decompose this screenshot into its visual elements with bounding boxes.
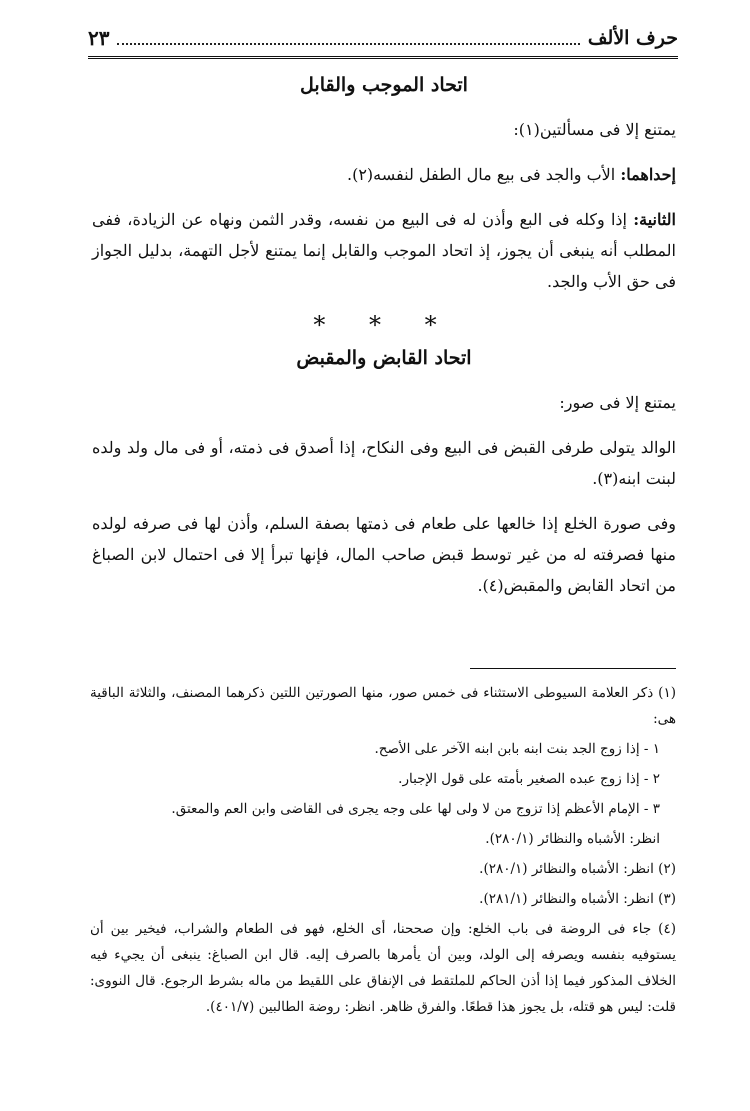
footnote-2: (٢) انظر: الأشباه والنظائر (٢٨٠/١). bbox=[479, 861, 676, 877]
header-title: حرف الألف bbox=[587, 27, 678, 49]
footnote-divider bbox=[470, 668, 676, 669]
second-text: إذا وكله فى البع وأذن له فى البيع من نفسه، وقدر الثمن ونهاه عن الزيادة، ففى المطلب أنه ينبغى أن يجوز، إذ اتحاد الموجب والقابل إنما يمتنع لأجل التهمة، بدليل الجواز فى حق الأب والجد. bbox=[92, 210, 676, 291]
section1-first bbox=[92, 159, 676, 190]
section2-para1: الوالد يتولى طرفى القبض فى البيع وفى النكاح، إذا أصدق فى ذمته، أو فى مال ولد ولده لبنت ابنه(٣). bbox=[92, 438, 676, 488]
section1-intro: يمتنع إلا فى مسألتين(١): bbox=[513, 120, 676, 139]
second-label: الثانية: bbox=[633, 210, 676, 229]
footnotes bbox=[90, 680, 676, 1024]
footnote-1-item-2: ٢ - إذا زوج عبده الصغير بأمته على قول الإجبار. bbox=[398, 771, 660, 787]
page-number: ٢٣ bbox=[88, 26, 110, 50]
first-label: إحداهما: bbox=[620, 165, 676, 184]
section1-second bbox=[92, 204, 676, 297]
section-separator: * * * bbox=[313, 311, 455, 339]
footnote-1-item-1: ١ - إذا زوج الجد بنت ابنه بابن ابنه الآخر على الأصح. bbox=[374, 741, 660, 757]
footnote-1: (١) ذكر العلامة السيوطى الاستثناء فى خمس صور، منها الصورتين اللتين ذكرهما المصنف، والثلاثة الباقية هى: bbox=[90, 685, 676, 727]
footnote-4: (٤) جاء فى الروضة فى باب الخلع: وإن صححنا، أى الخلع، فهو فى الطعام والشراب، فيخير بين أن يستوفيه بنفسه ويصرفه إلى الولد، وبين أن يأمرها بالصرف إليه. قال ابن الصباغ: ينبغى أن يجيء فيه الخلاف المذكور فيما إذا أذن الحاكم للملتقط فى الإنفاق على اللقيط من ماله بشرط الرجوع. قال النووى: قلت: ليس هو قتله، بل يجوز هذا قطعًا. والفرق ظاهر. انظر: روضة الطالبين (٤٠١/٧). bbox=[90, 921, 676, 1015]
footnote-1-item-3: ٣ - الإمام الأعظم إذا تزوج من لا ولى لها على وجه يجرى فى القاضى وابن العم والمعتق. bbox=[171, 801, 660, 817]
section2-para2: وفى صورة الخلع إذا خالعها على طعام فى ذمتها بصفة السلم، وأذن لها فى صرفه لولده منها فصرفته له من غير توسط قبض صاحب المال، فإنها تبرأ إلا فى احتمال لابن الصباغ من اتحاد القابض والمقبض(٤). bbox=[92, 514, 676, 595]
section2-intro: يمتنع إلا فى صور: bbox=[559, 393, 676, 412]
running-header bbox=[88, 20, 678, 59]
section-title-mujib-qabil: اتحاد الموجب والقابل bbox=[300, 74, 468, 96]
main-text bbox=[92, 66, 676, 615]
footnote-3: (٣) انظر: الأشباه والنظائر (٢٨١/١). bbox=[479, 891, 676, 907]
footnote-1-reference: انظر: الأشباه والنظائر (٢٨٠/١). bbox=[485, 831, 660, 847]
first-text: الأب والجد فى بيع مال الطفل لنفسه(٢). bbox=[347, 165, 616, 184]
section-title-qabid-muqbid: اتحاد القابض والمقبض bbox=[296, 347, 472, 369]
header-dotted-leader bbox=[117, 31, 579, 45]
